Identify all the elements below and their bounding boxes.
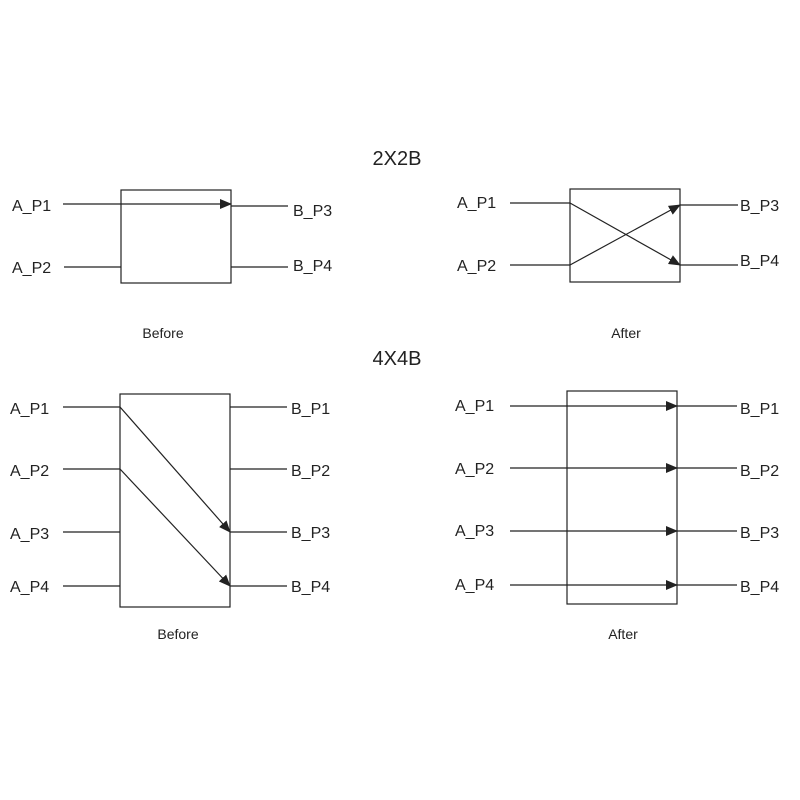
caption-before: Before	[157, 626, 199, 642]
caption-after: After	[611, 325, 641, 341]
input-label-a-p4: A_P4	[455, 577, 495, 594]
output-label-b-p4: B_P4	[740, 579, 780, 596]
input-label-a-p2: A_P2	[10, 463, 50, 480]
output-label-b-p4: B_P4	[291, 579, 331, 596]
input-label-a-p3: A_P3	[10, 526, 50, 543]
title-4x4b: 4X4B	[372, 348, 422, 370]
connection-arrow-p2-p4	[120, 469, 230, 586]
output-label-b-p4: B_P4	[293, 258, 333, 275]
caption-after: After	[608, 626, 638, 642]
input-label-a-p1: A_P1	[455, 398, 495, 415]
caption-before: Before	[142, 325, 184, 341]
output-label-b-p3: B_P3	[291, 525, 331, 542]
input-label-a-p1: A_P1	[10, 401, 50, 418]
input-label-a-p2: A_P2	[455, 461, 495, 478]
input-label-a-p2: A_P2	[457, 258, 497, 275]
output-label-b-p3: B_P3	[293, 203, 333, 220]
switch-box	[567, 391, 677, 604]
panel-4x4-after	[455, 391, 779, 642]
output-label-b-p2: B_P2	[740, 463, 780, 480]
output-label-b-p3: B_P3	[740, 198, 780, 215]
title-2x2b: 2X2B	[372, 148, 422, 170]
panel-2x2-after	[457, 189, 779, 341]
output-label-b-p3: B_P3	[740, 525, 780, 542]
input-label-a-p1: A_P1	[12, 198, 52, 215]
output-label-b-p1: B_P1	[291, 401, 331, 418]
input-label-a-p2: A_P2	[12, 260, 52, 277]
panel-4x4-before	[10, 394, 330, 642]
output-label-b-p1: B_P1	[740, 401, 780, 418]
output-label-b-p4: B_P4	[740, 253, 780, 270]
panel-2x2-before	[12, 190, 332, 341]
connection-arrow-p1-p3	[120, 407, 230, 532]
input-label-a-p4: A_P4	[10, 579, 50, 596]
output-label-b-p2: B_P2	[291, 463, 331, 480]
input-label-a-p3: A_P3	[455, 523, 495, 540]
input-label-a-p1: A_P1	[457, 195, 497, 212]
